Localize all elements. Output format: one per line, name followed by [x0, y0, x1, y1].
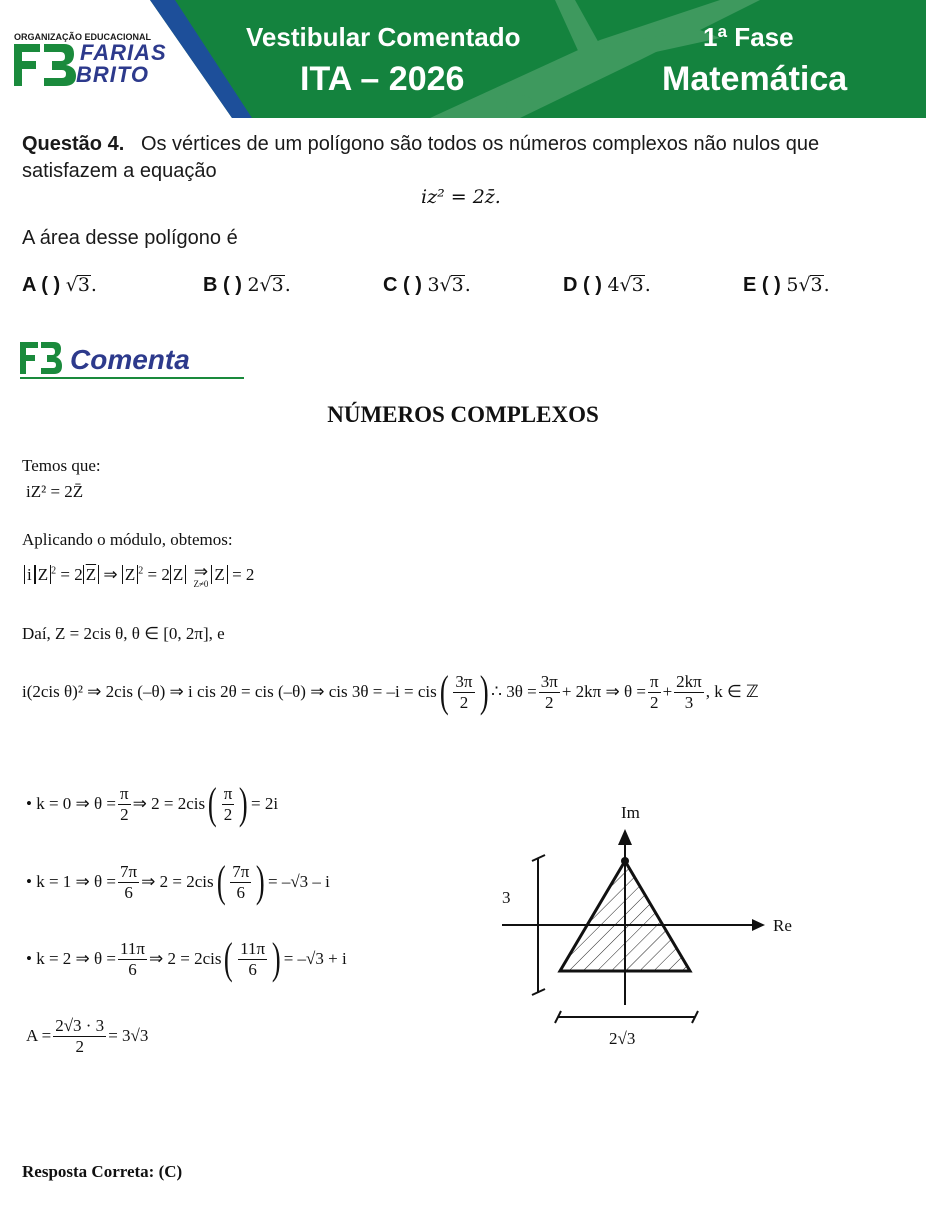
case-k1: • k = 1 ⇒ θ = $\frac{7\pi}{6}$ ⇒ 2 = 2cis ( $\frac{7\pi}{6}$ ) = –√3 – i — [26, 857, 330, 906]
base-label: 2√3 — [609, 1029, 636, 1048]
case-k2-result: = –√3 + i — [283, 949, 347, 968]
question-text-line1 — [22, 133, 912, 156]
option-d-end: . — [644, 274, 651, 296]
option-d-letter: D ( ) — [563, 274, 602, 296]
area-denominator: 2 — [75, 1036, 84, 1056]
option-b-radicand: 3 — [271, 274, 284, 296]
question-statement: Os vértices de um polígono são todos os números complexos não nulos que — [140, 133, 820, 155]
area-label: A = — [26, 1026, 52, 1046]
option-c-radicand: 3 — [451, 274, 464, 296]
option-c-letter: C ( ) — [383, 274, 422, 296]
text-temos: Temos que: — [22, 456, 101, 475]
option-c-end: . — [464, 274, 471, 296]
option-e-end: . — [823, 274, 830, 296]
option-b[interactable]: B ( ) 2√3. — [203, 274, 291, 296]
height-label: 3 — [502, 888, 511, 907]
option-b-end: . — [284, 274, 291, 296]
option-e-letter: E ( ) — [743, 274, 781, 296]
im-label: Im — [621, 803, 640, 822]
area-numerator: 2√3 · 3 — [55, 1016, 105, 1035]
case-k2-den: 6 — [128, 959, 137, 979]
logo-word-brito: BRITO — [76, 62, 150, 87]
correct-answer: Resposta Correta: (C) — [22, 1162, 183, 1181]
case-k1-label: • k = 1 — [26, 872, 72, 891]
option-b-coef: 2 — [247, 274, 260, 296]
text-modulo: Aplicando o módulo, obtemos: — [22, 530, 233, 549]
question-label: Questão 4. — [22, 133, 125, 155]
topic-title: NÚMEROS COMPLEXOS — [327, 402, 599, 427]
equation-1: iZ² = 2Z̄ — [26, 482, 84, 501]
question-equation: iz² = 2z̄. — [421, 186, 501, 208]
option-c[interactable]: C ( ) 3√3. — [383, 274, 471, 296]
modulus-equation: i Z $^2$ = 2 $\overline{Z}$ ⇒ Z $^2$ = 2 Z ⇒ Z≠0 Z = 2 — [24, 563, 254, 589]
page-header — [0, 0, 926, 118]
case-k1-den: 6 — [124, 882, 133, 902]
text-dai: Daí, Z = 2cis θ, θ ∈ [0, 2π], e — [22, 624, 225, 643]
area-result: = 3√3 — [108, 1026, 149, 1046]
option-a-radicand: 3 — [77, 274, 90, 296]
im-arrow-icon — [618, 829, 632, 845]
org-label: ORGANIZAÇÃO EDUCACIONAL — [14, 32, 151, 42]
option-a-end: . — [90, 274, 97, 296]
logo-word-farias: FARIAS — [80, 40, 167, 65]
question-text-line2: satisfazem a equação — [22, 160, 217, 182]
option-c-coef: 3 — [427, 274, 440, 296]
nonzero-condition: Z≠0 — [193, 579, 209, 589]
question-prompt: A área desse polígono é — [22, 227, 238, 249]
option-a[interactable]: A ( ) √3. — [22, 274, 97, 296]
option-d[interactable]: D ( ) 4√3. — [563, 274, 651, 296]
case-k0-label: • k = 0 — [26, 794, 72, 813]
case-k0: • k = 0 ⇒ θ = $\frac{\pi}{2}$ ⇒ 2 = 2cis ( $\frac{\pi}{2}$ ) = 2i — [26, 779, 279, 828]
case-k2: • k = 2 ⇒ θ = $\frac{11\pi}{6}$ ⇒ 2 = 2cis ( $\frac{11\pi}{6}$ ) = –√3 + i — [26, 934, 347, 983]
option-e-radicand: 3 — [810, 274, 823, 296]
re-label: Re — [773, 916, 792, 935]
header-phase: 1ª Fase — [703, 22, 794, 52]
triangle-diagram — [490, 795, 810, 1055]
option-a-letter: A ( ) — [22, 274, 61, 296]
fb-small-logo-icon — [20, 342, 62, 376]
comenta-title: Comenta — [70, 344, 190, 375]
re-arrow-icon — [752, 919, 765, 931]
comenta-underline — [20, 377, 244, 379]
option-e-coef: 5 — [786, 274, 799, 296]
long-equation: i(2cis θ)² ⇒ 2cis (–θ) ⇒ i cis 2θ = cis (–θ) ⇒ cis 3θ = –i = cis ( $\frac{3\pi}{2}$ ) ∴ 3θ = $\frac{3\pi}{2}$ + 2kπ ⇒ θ = $\frac{\pi}{2}$ + $\frac{2k\pi}{3}$ , k ∈ ℤ — [22, 667, 759, 716]
case-k0-num: π — [120, 783, 129, 803]
long-equation-part1: i(2cis θ)² ⇒ 2cis (–θ) ⇒ i cis 2θ = cis (–θ) ⇒ cis 3θ = –i = — [22, 682, 414, 701]
option-b-letter: B ( ) — [203, 274, 242, 296]
header-title: Vestibular Comentado — [246, 22, 521, 52]
option-d-radicand: 3 — [631, 274, 644, 296]
case-k2-num: 11π — [120, 938, 145, 958]
vertex-dot — [621, 857, 629, 865]
option-e[interactable]: E ( ) 5√3. — [743, 274, 830, 296]
case-k0-den: 2 — [120, 804, 129, 824]
case-k1-num: 7π — [120, 861, 138, 881]
option-d-coef: 4 — [607, 274, 620, 296]
header-exam: ITA – 2026 — [300, 60, 465, 98]
case-k0-result: = 2i — [251, 794, 279, 813]
case-k2-label: • k = 2 — [26, 949, 72, 968]
fb-logo-icon — [14, 44, 76, 86]
case-k1-result: = –√3 – i — [268, 872, 330, 891]
header-subject: Matemática — [662, 60, 848, 98]
area-equation — [26, 1016, 148, 1056]
